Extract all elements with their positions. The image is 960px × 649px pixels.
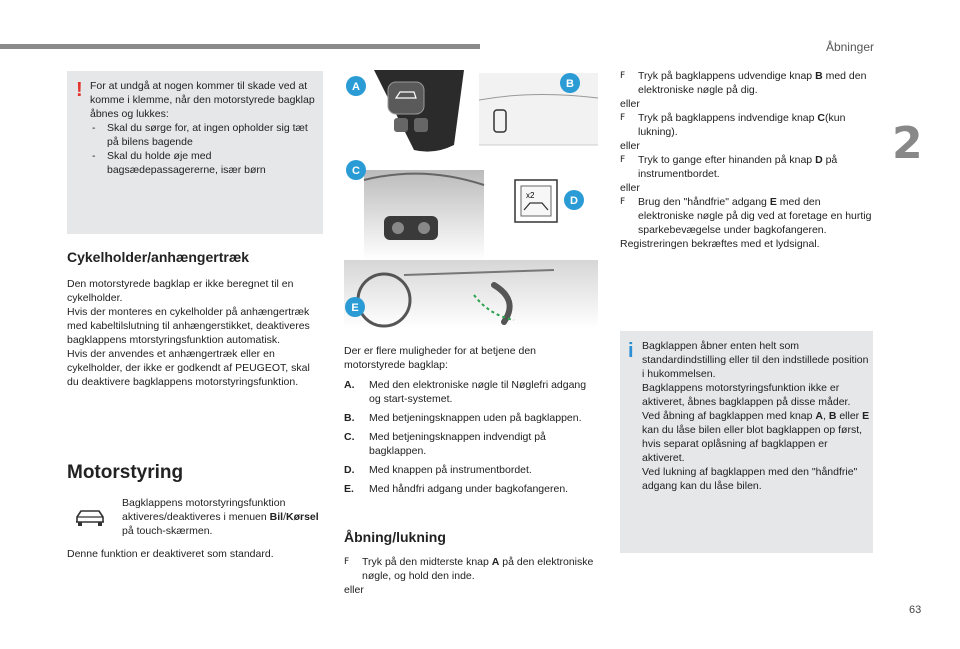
section-title: Åbninger (825, 40, 874, 54)
confirmation-text: Registreringen bekræftes med et lydsignal. (620, 238, 820, 250)
step-item (620, 195, 872, 237)
option-text: Med betjeningsknappen uden på bagklappen. (369, 412, 582, 424)
text: , (822, 410, 829, 422)
bike-holder-heading: Cykelholder/anhængertræk (67, 249, 250, 265)
motor-setting-text (122, 496, 322, 538)
info-text (642, 339, 870, 493)
option-key: D. (344, 464, 355, 476)
callout-b (560, 73, 580, 93)
callout-d (564, 190, 584, 210)
info-box (620, 331, 873, 553)
step-item (344, 555, 598, 583)
step-bullet-icon: F (620, 113, 626, 123)
warning-box (67, 71, 323, 234)
key-label: A (491, 556, 500, 568)
text: (kun lukning). (638, 112, 846, 138)
option-item (344, 430, 598, 458)
opening-steps (344, 555, 598, 597)
paragraph: Bagklappens motorstyringsfunktion ikke er aktiveret, åbnes bagklappen på disse måder. (642, 382, 851, 408)
x2-label: x2 (526, 191, 535, 200)
option-key: A. (344, 379, 355, 391)
warning-intro: For at undgå at nogen kommer til skade ved at komme i klemme, når den motorstyrede bagklap åbnes og lukkes: (90, 80, 315, 120)
text: Brug den "håndfrie" adgang (638, 196, 770, 208)
warning-text (90, 79, 322, 177)
paragraph: Den motorstyrede bagklap er ikke beregnet til en cykelholder. (67, 278, 294, 304)
text: Bagklappens motorstyringsfunktion aktiveres/deaktiveres i menuen (122, 497, 286, 523)
step-item (620, 69, 872, 97)
menu-name: Bil (269, 511, 284, 523)
key-fob-illustration (374, 70, 464, 152)
text: Ved åbning af bagklappen med knap (642, 410, 816, 422)
warning-icon: ! (76, 79, 83, 101)
option-key: C. (344, 431, 355, 443)
opening-heading: Åbning/lukning (344, 529, 446, 545)
key-label: C (817, 112, 825, 124)
option-text: Med håndfri adgang under bagkofangeren. (369, 483, 569, 495)
motor-heading: Motorstyring (67, 462, 184, 483)
text: eller (836, 410, 863, 422)
rear-bumper-illustration (344, 260, 598, 328)
opening-steps-continued (620, 69, 872, 251)
text: Tryk på bagklappens udvendige knap (638, 70, 816, 82)
key-label: A (815, 410, 823, 422)
warning-list (90, 121, 322, 177)
or-text: eller (344, 584, 364, 596)
step-bullet-icon: F (620, 197, 626, 207)
key-label: E (862, 410, 870, 422)
car-icon (74, 508, 106, 528)
menu-name: Kørsel (286, 511, 319, 523)
header-rule (0, 44, 480, 49)
text: Tryk to gange efter hinanden på knap (638, 154, 816, 166)
warning-item: - Skal du holde øje med bagsædepassagererne, især børn (90, 149, 322, 177)
paragraph (642, 409, 870, 465)
paragraph: Bagklappen åbner enten helt som standardindstilling eller til den indstillede position i hukommelsen. (642, 340, 869, 380)
option-text: Med den elektroniske nøgle til Nøglefri adgang og start-systemet. (369, 379, 587, 405)
text: på instrumentbordet. (638, 154, 838, 180)
motor-default-text: Denne funktion er deaktiveret som standard. (67, 548, 274, 560)
interior-trunk-illustration (364, 170, 484, 260)
key-label: E (769, 196, 777, 208)
or-text: eller (620, 98, 640, 110)
options-intro: Der er flere muligheder for at betjene den motorstyrede bagklap: (344, 345, 537, 371)
options-list (344, 378, 598, 501)
callout-label: C (352, 165, 360, 177)
step-item (620, 153, 872, 181)
step-bullet-icon: F (344, 557, 350, 567)
option-item (344, 378, 598, 406)
callout-e (345, 297, 365, 317)
callout-label: B (566, 78, 574, 90)
exterior-button-illustration (479, 73, 598, 145)
paragraph: Hvis der anvendes et anhængertræk eller en cykelholder, der ikke er godkendt af PEUGEOT, skal du deaktivere bagklappens motorstyringsfunktion. (67, 348, 310, 388)
text: med den elektroniske nøgle på dig. (638, 70, 867, 96)
key-label: D (815, 154, 823, 166)
step-bullet-icon: F (620, 71, 626, 81)
tailgate-controls-illustration (344, 70, 598, 328)
text: Tryk på bagklappens indvendige knap (638, 112, 818, 124)
dashboard-button-illustration (515, 180, 557, 222)
callout-label: A (352, 81, 360, 93)
paragraph: Ved lukning af bagklappen med den "håndfrie" adgang kan du låse bilen. (642, 466, 858, 492)
option-key: E. (344, 483, 354, 495)
option-item (344, 482, 598, 496)
option-item (344, 411, 598, 425)
bike-holder-text (67, 277, 323, 389)
text: Tryk på den midterste knap (362, 556, 492, 568)
step-bullet-icon: F (620, 155, 626, 165)
key-label: B (815, 70, 823, 82)
text: kan du låse bilen eller blot bagklappen op først, hvis separat oplåsning af bagklappen er aktiveret. (642, 424, 863, 464)
option-text: Med betjeningsknappen indvendigt på bagklappen. (369, 431, 546, 457)
callout-a (346, 76, 366, 96)
text: på den elektroniske nøgle, og hold den inde. (362, 556, 594, 582)
chapter-number: 2 (892, 118, 923, 169)
or-text: eller (620, 182, 640, 194)
warning-item: - Skal du sørge for, at ingen opholder sig tæt på bilens bagende (90, 121, 322, 149)
option-item (344, 463, 598, 477)
key-label: B (828, 410, 837, 422)
callout-c (346, 160, 366, 180)
text: på touch-skærmen. (122, 525, 213, 537)
or-text: eller (620, 140, 640, 152)
step-item (620, 111, 872, 139)
paragraph: Hvis der monteres en cykelholder på anhængertræk med kabeltilslutning til anhængerstikket, deaktiveres bagklappens mtorstyringsfunktion automatisk. (67, 306, 310, 346)
info-icon: i (628, 340, 634, 362)
callout-label: E (351, 302, 359, 314)
text: / (283, 511, 286, 523)
callout-label: D (570, 195, 578, 207)
option-text: Med knappen på instrumentbordet. (369, 464, 532, 476)
text: med den elektroniske nøgle på dig ved at foretage en hurtig sparkebevægelse under bagkofangeren. (638, 196, 872, 236)
option-key: B. (344, 412, 355, 424)
page-number: 63 (909, 604, 922, 616)
